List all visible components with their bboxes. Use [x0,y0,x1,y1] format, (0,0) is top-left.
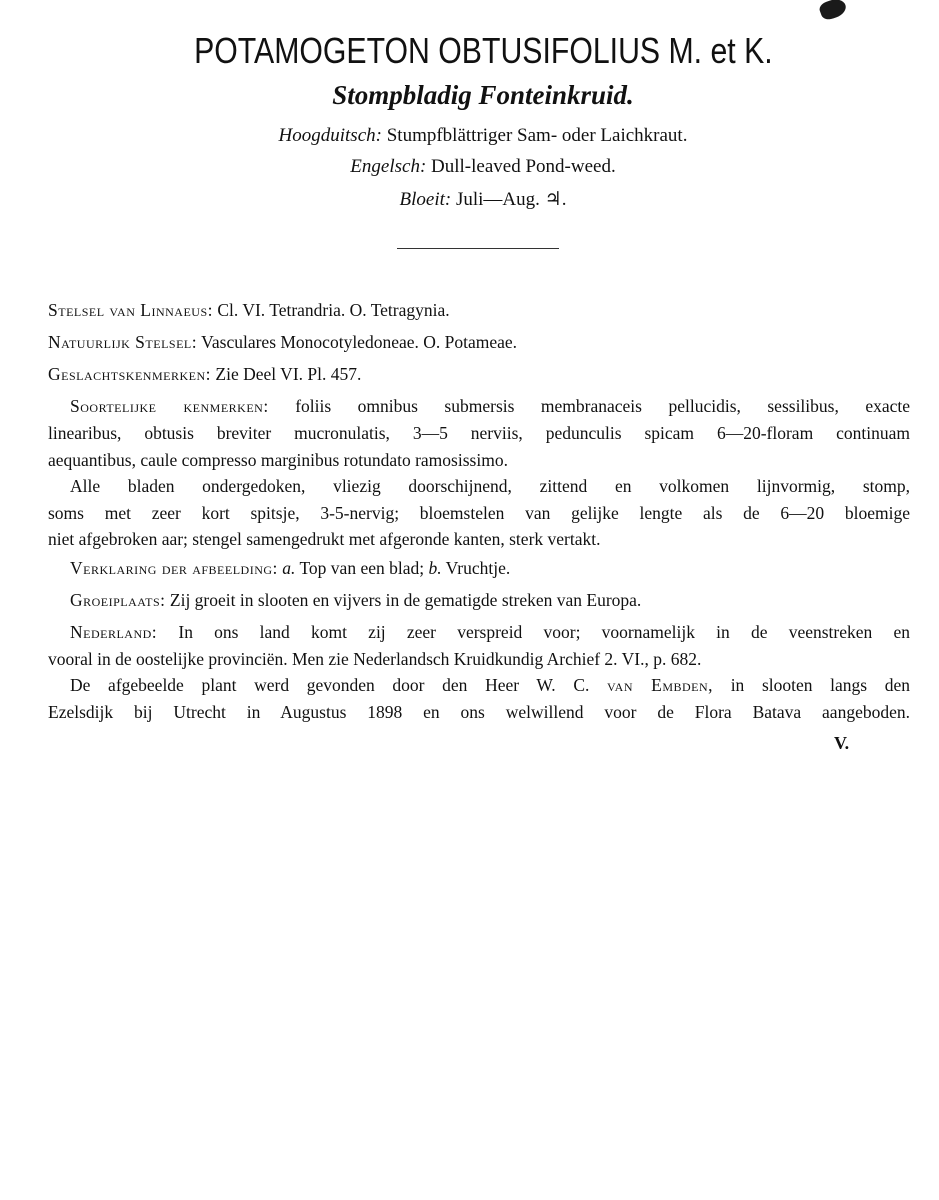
found-line-2: Ezelsdijk bij Utrecht in Augustus 1898 en ons welwillend voor de Flora Batava aangeboden. [48,702,910,722]
collector-name: van Embden, [607,675,714,695]
explanation-b-letter: b. [428,558,442,578]
bloom-label: Bloeit: [399,189,452,210]
genus-text: Zie Deel VI. Pl. 457. [215,364,362,384]
bloom-value: Juli—Aug. ♃. [455,189,567,210]
netherlands-line-1 [70,622,910,643]
dutch-common-name: Stompbladig Fonteinkruid. [332,80,634,110]
english-name-line [0,156,939,178]
explanation-label: Verklaring der afbeelding: [70,558,278,578]
found-line-1 [70,675,910,696]
netherlands-label: Nederland: [70,622,158,642]
genus-line [48,364,910,385]
author-signature: V. [834,733,850,753]
natural-system-line [48,332,910,353]
genus-label: Geslachtskenmerken: [48,364,212,384]
ink-spot [818,0,849,22]
english-name: Dull-leaved Pond-weed. [431,156,616,177]
divider-rule [397,248,559,249]
habitat-line [70,590,910,611]
species-text-1: foliis omnibus submersis membranaceis pellucidis, sessilibus, exacte [295,396,911,416]
explanation-a-text: Top van een blad; [299,558,425,578]
linnaeus-text: Cl. VI. Tetrandria. O. Tetragynia. [217,300,450,320]
linnaeus-label: Stelsel van Linnaeus: [48,300,213,320]
found-text-pre: De afgebeelde plant werd gevonden door den Heer W. C. [70,675,590,695]
dutch-description-line-3: niet afgebroken aar; stengel samengedrukt met afgeronde kanten, sterk vertakt. [48,529,601,549]
species-line-3: aequantibus, caule compresso marginibus rotundato ramosissimo. [48,450,508,470]
netherlands-text-1: In ons land komt zij zeer verspreid voor; voornamelijk in de veenstreken en [178,622,910,642]
bloom-line [0,188,939,211]
german-name: Stumpfblättriger Sam- oder Laichkraut. [386,125,688,146]
species-title: POTAMOGETON OBTUSIFOLIUS M. et K. [193,30,773,71]
dutch-description-line-2: soms met zeer kort spitsje, 3-5-nervig; bloemstelen van gelijke lengte als de 6—20 bloemige [48,503,910,523]
habitat-label: Groeiplaats: [70,590,166,610]
german-label: Hoogduitsch: [278,125,382,146]
explanation-a-letter: a. [282,558,296,578]
explanation-line [70,558,910,579]
dutch-description-line-1: Alle bladen ondergedoken, vliezig doorschijnend, zittend en volkomen lijnvormig, stomp, [70,476,910,496]
species-line-1 [70,396,910,417]
explanation-b-text: Vruchtje. [445,558,511,578]
natural-system-text: Vasculares Monocotyledoneae. O. Potameae. [201,332,518,352]
species-label: Soortelijke kenmerken: [70,396,269,416]
english-label: Engelsch: [350,156,427,177]
habitat-text: Zij groeit in slooten en vijvers in de gematigde streken van Europa. [169,590,642,610]
found-text-post: in slooten langs den [730,675,910,695]
natural-system-label: Natuurlijk Stelsel: [48,332,198,352]
species-line-2: linearibus, obtusis breviter mucronulatis, 3—5 nerviis, pedunculis spicam 6—20-floram continuam [48,423,910,443]
german-name-line [0,125,939,147]
netherlands-line-2: vooral in de oostelijke provinciën. Men zie Nederlandsch Kruidkundig Archief 2. VI., p. 682. [48,649,702,669]
linnaeus-line [48,300,910,321]
